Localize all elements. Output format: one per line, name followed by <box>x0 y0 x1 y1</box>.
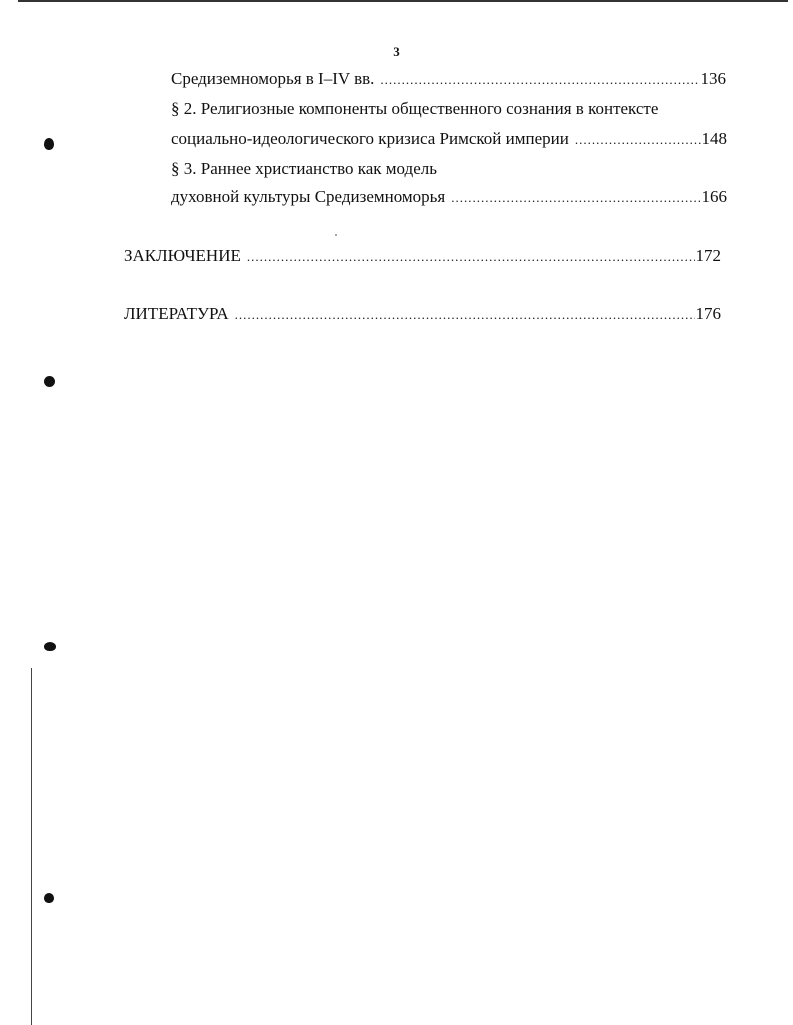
toc-entry-page: 166 <box>701 187 727 206</box>
toc-entry-mediterranean <box>171 68 726 91</box>
toc-entry-page: 148 <box>701 129 727 148</box>
punch-hole-mark <box>44 893 54 903</box>
scan-speck <box>335 234 337 236</box>
binding-edge-line <box>31 668 32 1025</box>
top-edge-rule <box>18 0 788 2</box>
toc-entry-title: духовной культуры Средиземноморья <box>171 187 446 206</box>
toc-entry-title: ЗАКЛЮЧЕНИЕ <box>124 246 241 265</box>
toc-entry-page: 176 <box>695 304 721 323</box>
toc-section-2-heading: § 2. Религиозные компоненты общественного сознания в контексте <box>171 99 659 118</box>
toc-entry-section-2 <box>171 128 727 151</box>
punch-hole-mark <box>44 642 56 651</box>
punch-hole-mark <box>44 376 55 387</box>
toc-entry-literature <box>124 303 721 326</box>
toc-entry-title: социально-идеологического кризиса Римской империи <box>171 129 569 148</box>
punch-hole-mark <box>44 138 54 150</box>
toc-entry-page: 136 <box>700 69 726 88</box>
dot-leader <box>451 187 700 209</box>
dot-leader <box>575 129 701 151</box>
toc-entry-section-3 <box>171 186 727 209</box>
toc-entry-title: Средиземноморья в I–IV вв. <box>171 69 375 88</box>
toc-entry-conclusion <box>124 245 721 268</box>
dot-leader <box>380 69 699 91</box>
page-number: 3 <box>393 44 400 59</box>
toc-entry-title: ЛИТЕРАТУРА <box>124 304 229 323</box>
dot-leader <box>235 304 695 326</box>
toc-entry-page: 172 <box>695 246 721 265</box>
dot-leader <box>247 246 695 268</box>
toc-section-3-heading: § 3. Раннее христианство как модель <box>171 159 437 178</box>
